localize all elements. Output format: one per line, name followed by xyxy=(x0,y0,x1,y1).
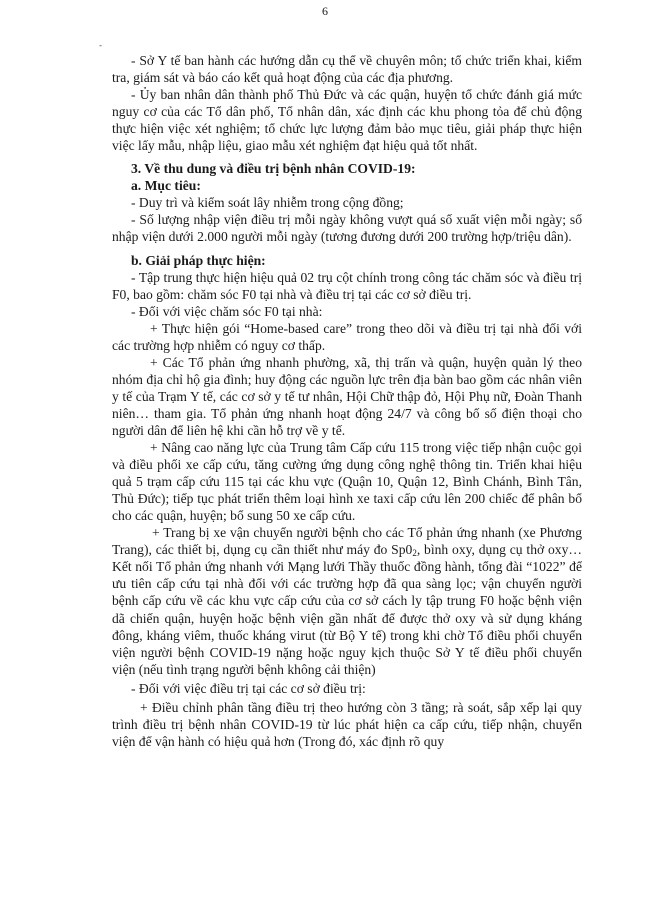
page-number: 6 xyxy=(322,4,328,18)
section-heading-3: 3. Về thu dung và điều trị bệnh nhân COVID-19: xyxy=(131,161,416,177)
paragraph-equipment xyxy=(112,524,582,677)
paragraph-health-dept: - Sở Y tế ban hành các hướng dẫn cụ thể về chuyên môn; tổ chức triển khai, kiểm tra, giám sát và báo cáo kết quả hoạt động của các địa phương. xyxy=(112,53,582,86)
equipment-text-start: + Trang bị xe vận chuyển người bệnh cho các Tổ phản ứng nhanh (xe Phương Trang), các thiết bị, dụng cụ cần thiết như máy đo Sp0 xyxy=(112,525,582,558)
paragraph-treatment-facilities: - Đối với việc điều trị tại các cơ sở điều trị: xyxy=(131,680,366,696)
subscript-2: 2 xyxy=(412,548,417,559)
equipment-text-end: , bình oxy, dụng cụ thở oxy…Kết nối Tổ phản ứng nhanh với Mạng lưới Thầy thuốc đồng hành, tổng đài “1022” để ưu tiên cấp cứu tại nhà đối với các trường hợp đã qua sàng lọc; vận chuyển người bệnh cấp cứu về các khu vực cấp cứu của cơ sở cách ly tập trung F0 hoặc bệnh viện dã chiến quận, huyện hoặc bệnh viện gần nhất để được thở oxy và sử dụng kháng đông, kháng viêm, thuốc kháng virut (từ Bộ Y tế) trong khi chờ Tổ điều phối chuyển viện người bệnh COVID-19 nặng hoặc nguy kịch thuộc Sở Y tế điều phối chuyển viện (nếu tình trạng người bệnh không cải thiện) xyxy=(112,542,582,677)
paragraph-rapid-response-teams: + Các Tổ phản ứng nhanh phường, xã, thị trấn và quận, huyện quản lý theo nhóm địa chỉ hộ gia đình; huy động các nguồn lực trên địa bàn bao gồm các nhân viên y tế của Trạm Y tế, các cơ sở y tế tư nhân, Hội Chữ thập đỏ, Hội Phụ nữ, Đoàn Thanh niên… tham gia. Tổ phản ứng nhanh hoạt động 24/7 và công bố số điện thoại cho người dân để liên hệ khi cần hỗ trợ về y tế. xyxy=(112,354,582,438)
paragraph-objective-2: - Số lượng nhập viện điều trị mỗi ngày không vượt quá số xuất viện mỗi ngày; số nhập viện dưới 2.000 người mỗi ngày (tương đương dưới 200 trường hợp/triệu dân). xyxy=(112,212,582,245)
subheading-b: b. Giải pháp thực hiện: xyxy=(131,252,266,268)
paragraph-peoples-committee: - Ủy ban nhân dân thành phố Thủ Đức và các quận, huyện tổ chức đánh giá mức nguy cơ của các Tổ dân phố, Tổ nhân dân, xác định các khu phong tỏa để chủ động thực hiện việc xét nghiệm; tổ chức lực lượng đảm bảo mục tiêu, giải pháp thực hiện việc lấy mẫu, nhập liệu, giao mẫu xét nghiệm đạt hiệu quả tốt nhất. xyxy=(112,87,582,154)
scan-mark: - xyxy=(99,40,102,50)
document-body xyxy=(112,52,582,750)
paragraph-emergency-115: + Nâng cao năng lực của Trung tâm Cấp cứu 115 trong việc tiếp nhận cuộc gọi và điều phối xe cấp cứu, tăng cường ứng dụng công nghệ thông tin. Triển khai hiệu quả 5 trạm cấp cứu 115 tại các khu vực (Quận 10, Quận 12, Bình Chánh, Bình Tân, Thủ Đức); tiếp tục phát triển thêm loại hình xe taxi cấp cứu lên 200 chiếc để phân bổ cho các quận, huyện; bổ sung 50 xe cấp cứu. xyxy=(112,440,582,524)
paragraph-two-pillars: - Tập trung thực hiện hiệu quả 02 trụ cột chính trong công tác chăm sóc và điều trị F0, bao gồm: chăm sóc F0 tại nhà và điều trị tại các cơ sở điều trị. xyxy=(112,269,582,302)
paragraph-objective-1: - Duy trì và kiểm soát lây nhiễm trong cộng đồng; xyxy=(131,195,404,211)
paragraph-home-care: - Đối với việc chăm sóc F0 tại nhà: xyxy=(131,303,323,319)
subheading-a: a. Mục tiêu: xyxy=(131,178,201,194)
paragraph-home-based-care: + Thực hiện gói “Home-based care” trong theo dõi và điều trị tại nhà đối với các trường hợp nhiễm có nguy cơ thấp. xyxy=(112,320,582,353)
paragraph-treatment-tiers: + Điều chỉnh phân tầng điều trị theo hướng còn 3 tầng; rà soát, sắp xếp lại quy trình điều trị bệnh nhân COVID-19 từ lúc phát hiện ca cấp cứu, tiếp nhận, chuyển viện để vận hành có hiệu quả hơn (Trong đó, xác định rõ quy xyxy=(112,699,582,749)
